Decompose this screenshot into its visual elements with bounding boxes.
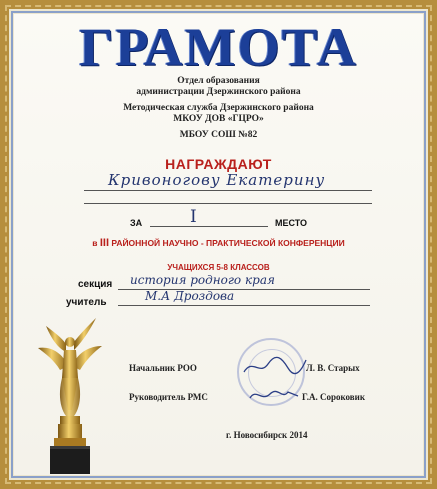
award-heading: НАГРАЖДАЮТ: [165, 156, 272, 172]
conference-prefix: в: [92, 238, 98, 248]
school-name: МБОУ СОШ №82: [179, 130, 258, 140]
service-line-2: МКОУ ДОВ «ГЦРО»: [173, 114, 264, 124]
conference-text: РАЙОННОЙ НАУЧНО - ПРАКТИЧЕСКОЙ КОНФЕРЕНЦИИ: [111, 238, 345, 248]
section-value: история родного края: [130, 273, 275, 287]
head-title: Начальник РОО: [129, 363, 197, 373]
rms-signature-icon: [248, 386, 300, 404]
head-signature-icon: [242, 354, 308, 378]
name-underline: [84, 190, 372, 191]
place-underline: [150, 226, 268, 227]
place-prefix: ЗА: [130, 218, 143, 228]
city-year: г. Новосибирск 2014: [226, 430, 308, 440]
place-suffix: МЕСТО: [275, 218, 308, 228]
teacher-underline: [118, 305, 370, 306]
dept-line-1: Отдел образования: [177, 76, 260, 86]
service-line-1: Методическая служба Дзержинского района: [123, 103, 314, 113]
place-value: I: [190, 207, 197, 227]
head-name: Л. В. Старых: [306, 363, 360, 373]
conference-number: III: [99, 237, 110, 249]
teacher-value: М.А Дроздова: [145, 289, 235, 303]
certificate-title: ГРАМОТА: [79, 17, 358, 77]
gold-winged-victory-trophy-icon: [36, 318, 104, 474]
pupils-line: УЧАЩИХСЯ 5-8 КЛАССОВ: [167, 263, 270, 272]
name-underline-2: [84, 203, 372, 204]
teacher-label: учитель: [66, 297, 107, 308]
rms-name: Г.А. Сороковик: [302, 392, 366, 402]
dept-line-2: администрации Дзержинского района: [136, 87, 301, 97]
conference-line: [0, 237, 437, 249]
rms-title: Руководитель РМС: [129, 392, 208, 402]
recipient-name: Кривоногову Екатерину: [108, 171, 326, 189]
section-label: секция: [78, 279, 113, 290]
